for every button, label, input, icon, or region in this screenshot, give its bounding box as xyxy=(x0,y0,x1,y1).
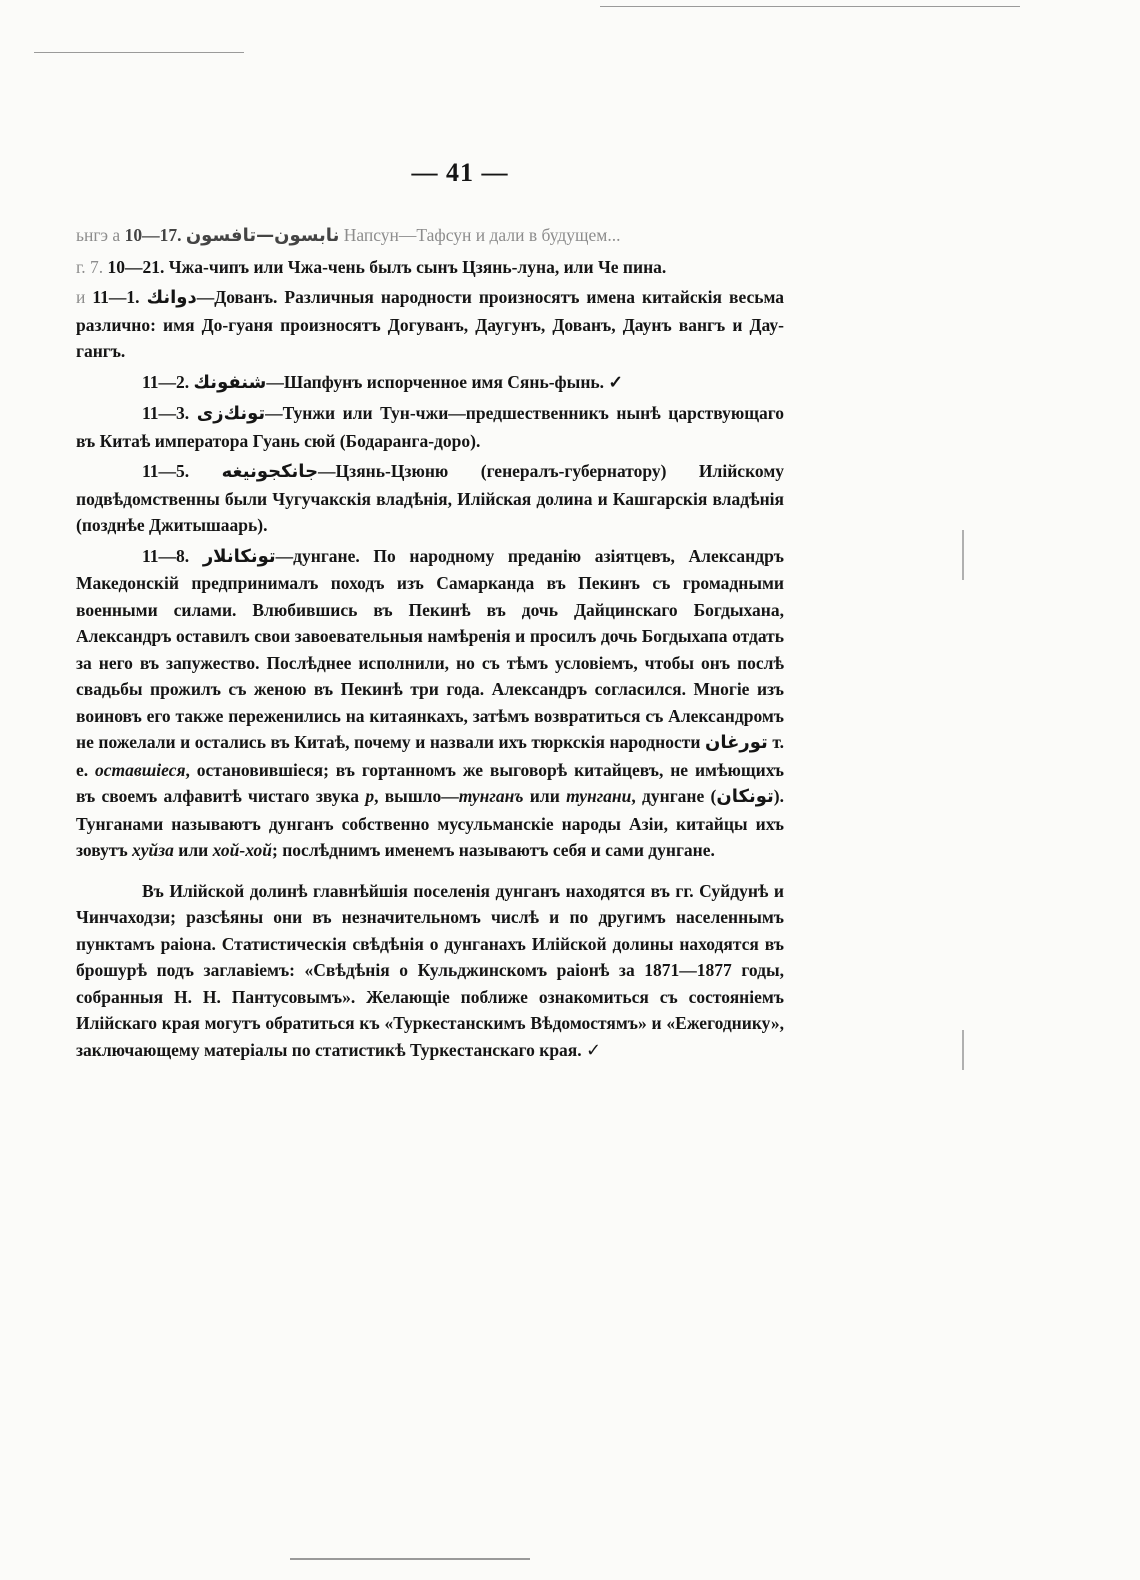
note-reference: 11—3. xyxy=(142,403,190,423)
notes-body xyxy=(76,222,784,1064)
note-text: , дунгане ( xyxy=(631,786,717,806)
note-reference: 11—2. xyxy=(142,371,190,392)
note-reference: 11—8. xyxy=(142,545,190,566)
note-entry xyxy=(76,369,784,397)
italic-term: тунганъ xyxy=(458,786,524,806)
page-number: — 41 — xyxy=(411,158,509,187)
note-entry xyxy=(76,400,784,454)
note-text: ). Тунганами называютъ дунганъ собственно мусульманскіе народы Азіи, китайцы ихъ зовутъ xyxy=(76,786,784,860)
note-text: ; послѣднимъ именемъ называютъ себя и сами дунгане. xyxy=(272,840,715,860)
italic-term: оставшіеся xyxy=(95,759,186,780)
scan-artifact-top-left xyxy=(34,52,244,53)
arabic-term: شنفونك xyxy=(193,371,267,393)
arabic-term: جانكجونيغه xyxy=(221,461,319,482)
note-text: Чжа-чипъ или Чжа-чень былъ сынъ Цзянь-луна, или Че пина. xyxy=(168,256,667,277)
note-text: Напсун—Тафсун и дали в будущем... xyxy=(343,225,621,245)
check-mark-icon: ✓ xyxy=(586,1039,602,1061)
scan-artifact-bottom xyxy=(290,1558,530,1560)
arabic-term: تونكانلار xyxy=(202,545,276,567)
note-text: или xyxy=(173,840,213,860)
arabic-term: دوانك xyxy=(146,287,197,308)
closing-paragraph xyxy=(76,878,784,1065)
italic-term: тунгани xyxy=(566,786,632,806)
italic-term: р xyxy=(365,786,375,806)
note-text: —Тунжи или Тун-чжи—предшественникъ нынѣ царствующаго въ Китаѣ императора Гуань сюй (Бодаранга-доро). xyxy=(76,403,784,451)
note-entry xyxy=(76,284,784,365)
note-reference: 10—17. xyxy=(124,225,182,245)
note-reference: 11—1. xyxy=(92,287,140,307)
note-text: , вышло— xyxy=(374,786,459,806)
arabic-term: تونكان xyxy=(716,786,774,807)
note-prefix: ьнгэ а xyxy=(76,225,121,245)
scan-artifact-top-right xyxy=(600,6,1020,7)
note-text: или xyxy=(523,786,567,806)
note-entry xyxy=(76,222,784,250)
scan-artifact-right-edge xyxy=(962,530,964,580)
note-prefix: г. 7. xyxy=(76,256,104,277)
arabic-term: تونك‌زى xyxy=(196,403,266,424)
note-text: —дунгане. По народному преданію азіятцевъ, Александръ Македонскій предпринималъ походъ изъ Самарканда въ Пекинъ съ громадными военными силами. Влюбившись въ Пекинѣ въ дочь Дайцинскаго Богдыхана, Александръ оставилъ свои завоевательныя намѣренія и просилъ дочь Богдыхапа отдать за него въ запужество. Послѣднее исполнили, но съ тѣмъ условіемъ, чтобы онъ послѣ свадьбы прожилъ съ женою въ Пекинѣ три года. Александръ согласился. Многіе изъ воиновъ его также переженились на китаянкахъ, затѣмъ возвратиться съ Александромъ не пожелали и остались въ Китаѣ, почему и назвали ихъ тюркскія народности xyxy=(76,545,785,752)
paragraph-text: Въ Илійской долинѣ главнѣйшія поселенія дунганъ находятся въ гг. Суйдунѣ и Чинчаходзи; разсѣяны они въ незначительномъ числѣ и по другимъ населеннымъ пунктамъ раіона. Статистическія свѣдѣнія о дунганахъ Илійской долины находятся въ брошурѣ подъ заглавіемъ: «Свѣдѣнія о Кульджинскомъ раіонѣ за 1871—1877 годы, собранныя Н. Н. Пантусовымъ». Желающіе поближе ознакомиться съ состояніемъ Илійскаго края могутъ обратиться къ «Туркестанскимъ Вѣдомостямъ» и «Ежегоднику», заключающему матеріалы по статистикѣ Туркестанскаго края. xyxy=(76,880,784,1060)
note-reference: 11—5. xyxy=(142,461,190,481)
note-text: т. е. xyxy=(76,732,784,780)
note-text: —Шапфунъ испорченное имя Сянь-фынь. ✓ xyxy=(266,371,624,392)
note-entry xyxy=(76,458,784,539)
note-prefix: и xyxy=(76,287,86,307)
arabic-term: تورغان xyxy=(704,732,768,753)
note-entry-dungan xyxy=(76,543,784,864)
scan-artifact-right-edge-2 xyxy=(962,1030,964,1070)
note-text: , остановившіеся; въ гортанномъ же выговорѣ китайцевъ, не имѣющихъ въ своемъ алфавитѣ чистаго звука xyxy=(76,759,784,806)
arabic-term: نابسون—تافسون xyxy=(185,225,340,246)
note-reference: 10—21. xyxy=(107,256,165,277)
note-text: —Дованъ. Различныя народности произносятъ имена китайскія весьма различно: имя До-гуаня произносятъ Догуванъ, Даугунъ, Дованъ, Даунъ вангъ и Дау-гангъ. xyxy=(76,287,785,361)
italic-term: хуйза xyxy=(132,840,174,860)
italic-term: хой-хой xyxy=(212,840,273,860)
note-text: —Цзянь-Цзюню (генералъ-губернатору) Илійскому подвѣдомственны были Чугучакскія владѣнія, Илійская долина и Кашгарскія владѣнія (позднѣе Джитышаарь). xyxy=(76,461,785,535)
note-entry xyxy=(76,254,784,281)
